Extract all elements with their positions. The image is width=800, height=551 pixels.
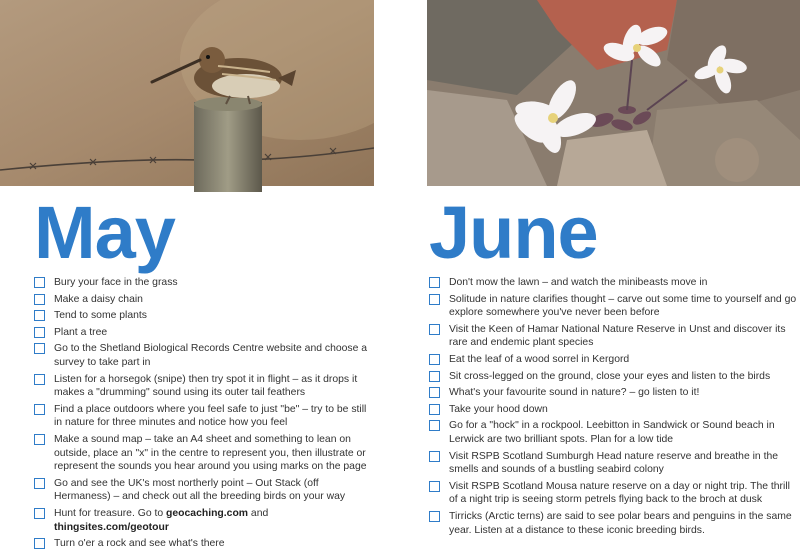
list-item: Find a place outdoors where you feel safe to just "be" – try to be still in nature for three minutes and notice how you feel — [34, 403, 370, 430]
checkbox[interactable] — [429, 387, 440, 398]
list-item: Go to the Shetland Biological Records Centre website and choose a survey to take part in — [34, 342, 370, 369]
checkbox[interactable] — [34, 343, 45, 354]
list-item: Visit RSPB Scotland Mousa nature reserve on a day or night trip. The thrill of a night trip is seeing storm petrels flying back to the broch at dusk — [429, 480, 797, 507]
list-item: Tirricks (Arctic terns) are said to see polar bears and penguins in the same year. Listen at a distance to these iconic breeding birds. — [429, 510, 797, 537]
checkbox[interactable] — [429, 511, 440, 522]
checkbox[interactable] — [34, 294, 45, 305]
list-item: Take your hood down — [429, 403, 797, 417]
checkbox[interactable] — [429, 404, 440, 415]
list-item: Don't mow the lawn – and watch the minibeasts move in — [429, 276, 797, 290]
list-item: Solitude in nature clarifies thought – carve out some time to yourself and go explore somewhere you've never been before — [429, 293, 797, 320]
checkbox[interactable] — [34, 404, 45, 415]
snipe-photo — [0, 0, 374, 186]
june-page — [427, 0, 800, 536]
geocaching-link[interactable]: geocaching.com — [166, 507, 249, 519]
may-title: May — [34, 191, 175, 274]
thingsites-link[interactable]: thingsites.com/geotour — [54, 521, 169, 533]
checkbox[interactable] — [429, 354, 440, 365]
list-item: Eat the leaf of a wood sorrel in Kergord — [429, 353, 797, 367]
list-item: Hunt for treasure. Go to geocaching.com and thingsites.com/geotour — [34, 507, 370, 534]
checkbox[interactable] — [429, 371, 440, 382]
flowers-photo — [427, 0, 800, 186]
list-item: Go for a "hock" in a rockpool. Leebitton in Sandwick or Sound beach in Lerwick are two brilliant spots. Plan for a low tide — [429, 419, 797, 446]
checkbox[interactable] — [429, 420, 440, 431]
list-item: Visit the Keen of Hamar National Nature Reserve in Unst and discover its rare and endemic plant species — [429, 323, 797, 350]
list-item: Visit RSPB Scotland Sumburgh Head nature reserve and breathe in the smells and sounds of a bustling seabird colony — [429, 450, 797, 477]
list-item: Bury your face in the grass — [34, 276, 370, 290]
list-item: Go and see the UK's most northerly point – Out Stack (off Hermaness) – and check out all the breeding birds on your way — [34, 477, 370, 504]
checkbox[interactable] — [34, 374, 45, 385]
may-checklist — [34, 276, 370, 551]
checkbox[interactable] — [34, 327, 45, 338]
list-item: Sit cross-legged on the ground, close your eyes and listen to the birds — [429, 370, 797, 384]
checkbox[interactable] — [34, 310, 45, 321]
page-gutter — [374, 0, 427, 528]
checkbox[interactable] — [34, 478, 45, 489]
list-item: Plant a tree — [34, 326, 370, 340]
june-title: June — [429, 191, 598, 274]
checkbox[interactable] — [429, 277, 440, 288]
checkbox[interactable] — [429, 481, 440, 492]
june-checklist — [429, 276, 797, 537]
list-item: Turn o'er a rock and see what's there — [34, 537, 370, 551]
checkbox[interactable] — [429, 451, 440, 462]
list-item: Make a sound map – take an A4 sheet and something to lean on outside, place an "x" in the centre to represent you, then illustrate or represent the sounds you hear around you using marks on the page — [34, 433, 370, 474]
list-item: Listen for a horsegok (snipe) then try spot it in flight – as it drops it makes a "drumming" sound using its outer tail feathers — [34, 373, 370, 400]
checkbox[interactable] — [34, 434, 45, 445]
checkbox[interactable] — [34, 508, 45, 519]
checkbox[interactable] — [34, 538, 45, 549]
may-page — [0, 0, 374, 550]
list-item: Make a daisy chain — [34, 293, 370, 307]
list-item: Tend to some plants — [34, 309, 370, 323]
list-item: What's your favourite sound in nature? – go listen to it! — [429, 386, 797, 400]
checkbox[interactable] — [429, 324, 440, 335]
checkbox[interactable] — [429, 294, 440, 305]
checkbox[interactable] — [34, 277, 45, 288]
